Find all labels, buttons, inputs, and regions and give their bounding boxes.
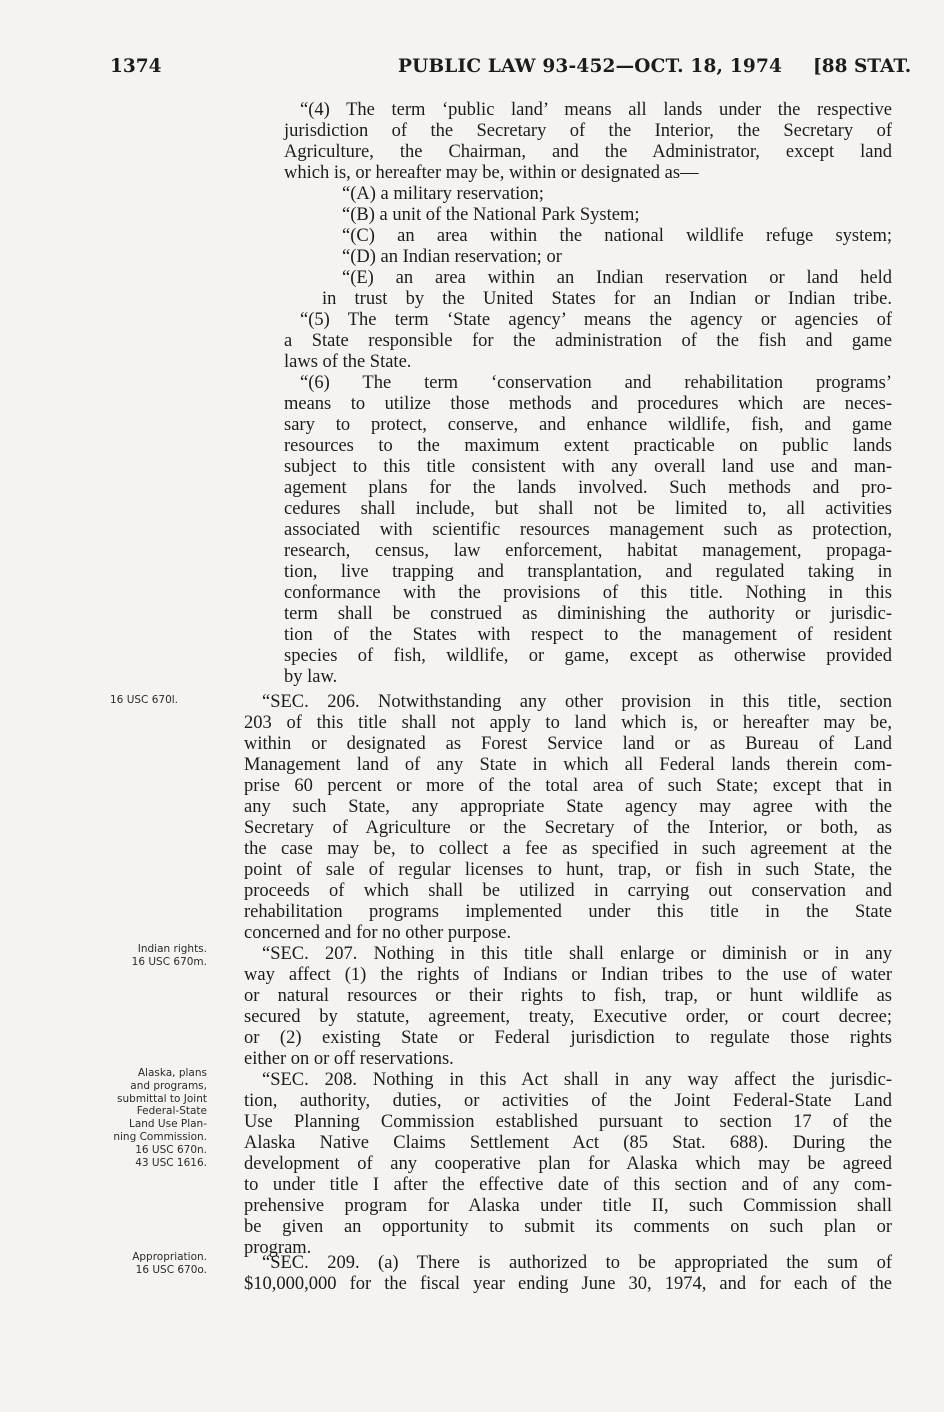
text-line: the case may be, to collect a fee as specified in such agreement at the <box>244 839 892 859</box>
text-line: tion, live trapping and transplantation, and regulated taking in <box>284 562 892 582</box>
text-line: proceeds of which shall be utilized in carrying out conservation and <box>244 881 892 901</box>
text-line: Use Planning Commission established pursuant to section 17 of the <box>244 1112 892 1132</box>
text-line: prehensive program for Alaska under title II, such Commission shall <box>244 1196 892 1216</box>
text-line: in trust by the United States for an Indian or Indian tribe. <box>322 289 892 309</box>
text-line: agement plans for the lands involved. Such methods and pro- <box>284 478 892 498</box>
text-line: way affect (1) the rights of Indians or Indian tribes to the use of water <box>244 965 892 985</box>
text-line: “(6) The term ‘conservation and rehabilitation programs’ <box>300 373 892 393</box>
text-line: tion of the States with respect to the management of resident <box>284 625 892 645</box>
text-line: a State responsible for the administration of the fish and game <box>284 331 892 351</box>
text-line: $10,000,000 for the fiscal year ending June 30, 1974, and for each of the <box>244 1274 892 1294</box>
text-line: 203 of this title shall not apply to land which is, or hereafter may be, <box>244 713 892 733</box>
text-line: associated with scientific resources management such as protection, <box>284 520 892 540</box>
text-line: conformance with the provisions of this title. Nothing in this <box>284 583 892 603</box>
text-line: or (2) existing State or Federal jurisdiction to regulate those rights <box>244 1028 892 1048</box>
running-title: PUBLIC LAW 93-452—OCT. 18, 1974 <box>398 56 783 77</box>
text-line: “(C) an area within the national wildlife refuge system; <box>342 226 892 246</box>
text-line: species of fish, wildlife, or game, except as otherwise provided <box>284 646 892 666</box>
text-line: “(4) The term ‘public land’ means all lands under the respective <box>300 100 892 120</box>
text-line: Alaska Native Claims Settlement Act (85 Stat. 688). During the <box>244 1133 892 1153</box>
text-line: secured by statute, agreement, treaty, Executive order, or court decree; <box>244 1007 892 1027</box>
text-line: which is, or hereafter may be, within or designated as— <box>284 163 699 183</box>
text-line: or natural resources or their rights to fish, trap, or hunt wildlife as <box>244 986 892 1006</box>
text-line: development of any cooperative plan for Alaska which may be agreed <box>244 1154 892 1174</box>
text-line: “SEC. 208. Nothing in this Act shall in any way affect the jurisdic- <box>262 1070 892 1090</box>
text-line: means to utilize those methods and procedures which are neces- <box>284 394 892 414</box>
text-line: “(5) The term ‘State agency’ means the agency or agencies of <box>300 310 892 330</box>
text-line: jurisdiction of the Secretary of the Interior, the Secretary of <box>284 121 892 141</box>
text-line: “(D) an Indian reservation; or <box>342 247 562 267</box>
text-line: within or designated as Forest Service land or as Bureau of Land <box>244 734 892 754</box>
text-line: cedures shall include, but shall not be limited to, all activities <box>284 499 892 519</box>
text-line: Agriculture, the Chairman, and the Administrator, except land <box>284 142 892 162</box>
text-line: “SEC. 209. (a) There is authorized to be appropriated the sum of <box>262 1253 892 1273</box>
text-line: by law. <box>284 667 338 687</box>
text-line: Management land of any State in which all Federal lands therein com- <box>244 755 892 775</box>
text-line: “(E) an area within an Indian reservation or land held <box>342 268 892 288</box>
text-line: “(B) a unit of the National Park System; <box>342 205 640 225</box>
text-line: tion, authority, duties, or activities of the Joint Federal-State Land <box>244 1091 892 1111</box>
text-line: be given an opportunity to submit its comments on such plan or <box>244 1217 892 1237</box>
text-line: sary to protect, conserve, and enhance wildlife, fish, and game <box>284 415 892 435</box>
margin-note-sec208: Alaska, plans and programs, submittal to Joint Federal-State Land Use Plan- ning Commission. 16 USC 670n. 43 USC 1616. <box>113 1067 207 1169</box>
text-line: subject to this title consistent with any overall land use and man- <box>284 457 892 477</box>
text-line: point of sale of regular licenses to hunt, trap, or fish in such State, the <box>244 860 892 880</box>
page-number: 1374 <box>110 56 162 77</box>
statute-reference: [88 STAT. <box>813 56 912 77</box>
page-header <box>0 56 944 86</box>
text-line: “SEC. 207. Nothing in this title shall enlarge or diminish or in any <box>262 944 892 964</box>
text-line: laws of the State. <box>284 352 412 372</box>
text-line: either on or off reservations. <box>244 1049 454 1069</box>
text-line: rehabilitation programs implemented under this title in the State <box>244 902 892 922</box>
text-line: research, census, law enforcement, habitat management, propaga- <box>284 541 892 561</box>
text-line: prise 60 percent or more of the total area of such State; except that in <box>244 776 892 796</box>
text-line: “(A) a military reservation; <box>342 184 544 204</box>
text-line: concerned and for no other purpose. <box>244 923 512 943</box>
text-line: program. <box>244 1238 312 1258</box>
margin-note-sec206: 16 USC 670l. <box>110 694 179 706</box>
margin-note-sec209: Appropriation. 16 USC 670o. <box>132 1251 207 1276</box>
text-line: “SEC. 206. Notwithstanding any other provision in this title, section <box>262 692 892 712</box>
text-line: any such State, any appropriate State agency may agree with the <box>244 797 892 817</box>
margin-note-sec207: Indian rights. 16 USC 670m. <box>131 943 207 968</box>
text-line: term shall be construed as diminishing the authority or jurisdic- <box>284 604 892 624</box>
text-line: to under title I after the effective date of this section and of any com- <box>244 1175 892 1195</box>
text-line: resources to the maximum extent practicable on public lands <box>284 436 892 456</box>
text-line: Secretary of Agriculture or the Secretary of the Interior, or both, as <box>244 818 892 838</box>
